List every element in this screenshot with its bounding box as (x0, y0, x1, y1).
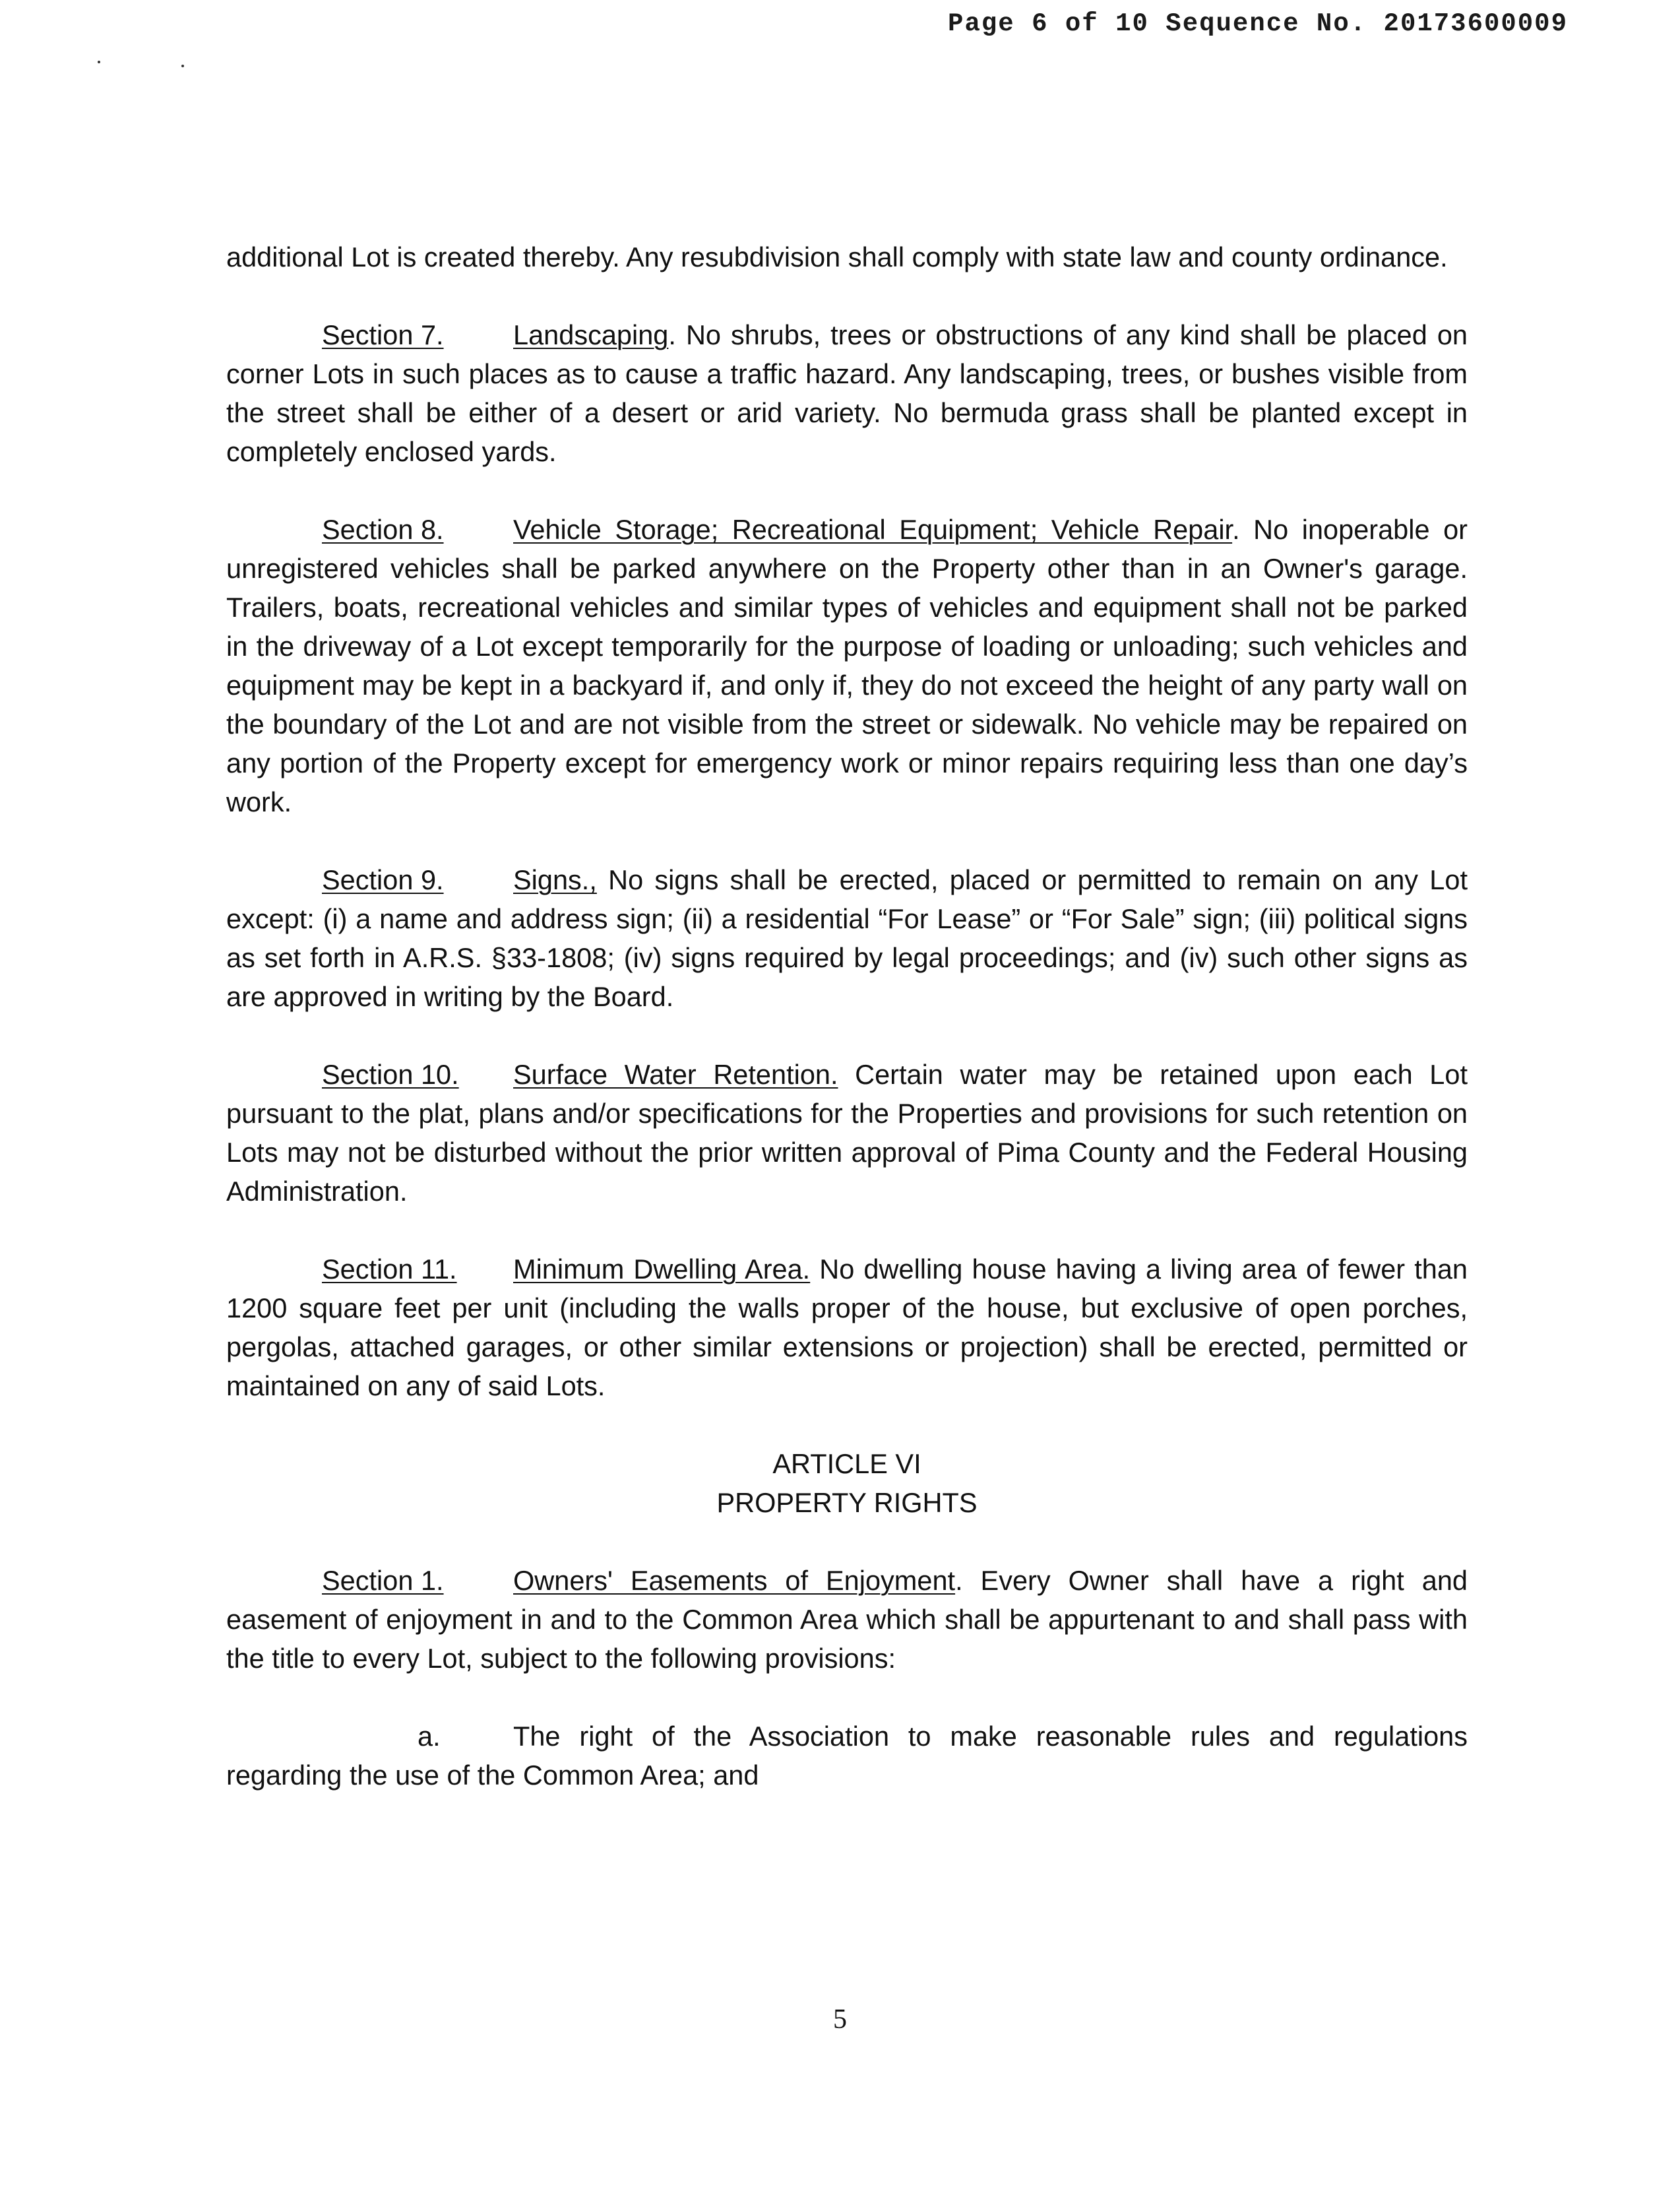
article-number: ARTICLE VI (772, 1448, 921, 1479)
document-body (226, 238, 1468, 1833)
page-sequence-header: Page 6 of 10 Sequence No. 20173600009 (948, 9, 1568, 38)
section-body: Every Owner shall have a right and easement of enjoyment in and to the Common Area which shall be appurtenant to and shall pass with the title to every Lot, subject to the following provisions: (226, 1565, 1468, 1674)
scan-speck (181, 65, 184, 67)
section-9 (226, 860, 1468, 1016)
section-10 (226, 1055, 1468, 1211)
section-body: No dwelling house having a living area of fewer than 1200 square feet per unit (including the walls proper of the house, but exclusive of open porches, pergolas, attached garages, or other similar extensions or projection) shall be erected, permitted or maintained on any of said Lots. (226, 1254, 1468, 1401)
section-number: Section 1. (322, 1565, 444, 1596)
section-body: Certain water may be retained upon each Lot pursuant to the plat, plans and/or specifications for the Properties and provisions for such retention on Lots may not be disturbed without the prior written approval of Pima County and the Federal Housing Administration. (226, 1059, 1468, 1207)
section-number: Section 9. (322, 864, 444, 895)
section-8: Section 8. Vehicle Storage; Recreational Equipment; Vehicle Repair. No inoperable or unregistered vehicles shall be parked anywhere on the Property other than in an Owner's garage. Trailers, boats, recreational vehicles and similar types of vehicles and equipment shall not be parked in the driveway of a Lot except temporarily for the purpose of loading or unloading; such vehicles and equipment may be kept in a backyard if, and only if, they do not exceed the height of any party wall on the boundary of the Lot and are not visible from the street or sidewalk. No vehicle may be repaired on any portion of the Property except for emergency work or minor repairs requiring less than one day’s work. (226, 510, 1468, 821)
section-title: Owners' Easements of Enjoyment (513, 1565, 956, 1596)
section-title: Vehicle Storage; Recreational Equipment; Vehicle Repair (513, 514, 1233, 545)
article-section-1: Section 1. Owners' Easements of Enjoyment. Every Owner shall have a right and easement of enjoyment in and to the Common Area which shall be appurtenant to and shall pass with the title to every Lot, subject to the following provisions: (226, 1561, 1468, 1678)
article-title: PROPERTY RIGHTS (716, 1487, 978, 1518)
section-title: Surface Water Retention. (513, 1059, 838, 1090)
sub-item-text: The right of the Association to make reasonable rules and regulations regarding the use of the Common Area; and (226, 1721, 1468, 1791)
section-number: Section 11. (322, 1254, 457, 1285)
section-body: No signs shall be erected, placed or permitted to remain on any Lot except: (i) a name and address sign; (ii) a residential “For Lease” or “For Sale” sign; (iii) political signs as set forth in A.R.S. §33-1808; (iv) signs required by legal proceedings; and (iv) such other signs as are approved in writing by the Board. (226, 864, 1468, 1012)
section-body: No shrubs, trees or obstructions of any kind shall be placed on corner Lots in such places as to cause a traffic hazard. Any landscaping, trees, or bushes visible from the street shall be either of a desert or arid variety. No bermuda grass shall be planted except in completely enclosed yards. (226, 319, 1468, 467)
article-heading (226, 1444, 1468, 1522)
section-number: Section 8. (322, 514, 444, 545)
section-title: Minimum Dwelling Area. (513, 1254, 811, 1285)
section-title: Signs., (513, 864, 597, 895)
scan-speck (98, 61, 100, 63)
section-body: No inoperable or unregistered vehicles shall be parked anywhere on the Property other than in an Owner's garage. Trailers, boats, recreational vehicles and similar types of vehicles and equipment shall not be parked in the driveway of a Lot except temporarily for the purpose of loading or unloading; such vehicles and equipment may be kept in a backyard if, and only if, they do not exceed the height of any party wall on the boundary of the Lot and are not visible from the street or sidewalk. No vehicle may be repaired on any portion of the Property except for emergency work or minor repairs requiring less than one day’s work. (226, 514, 1468, 817)
sub-item-marker: a. (418, 1721, 441, 1752)
section-title: Landscaping (513, 319, 669, 350)
sub-item-a (226, 1717, 1468, 1794)
continuation-paragraph: additional Lot is created thereby. Any resubdivision shall comply with state law and county ordinance. (226, 241, 1448, 272)
section-number: Section 7. (322, 319, 444, 350)
section-7: Section 7. Landscaping. No shrubs, trees or obstructions of any kind shall be placed on corner Lots in such places as to cause a traffic hazard. Any landscaping, trees, or bushes visible from the street shall be either of a desert or arid variety. No bermuda grass shall be planted except in completely enclosed yards. (226, 315, 1468, 471)
section-number: Section 10. (322, 1059, 459, 1090)
page-number: 5 (833, 2004, 847, 2035)
section-11 (226, 1250, 1468, 1405)
